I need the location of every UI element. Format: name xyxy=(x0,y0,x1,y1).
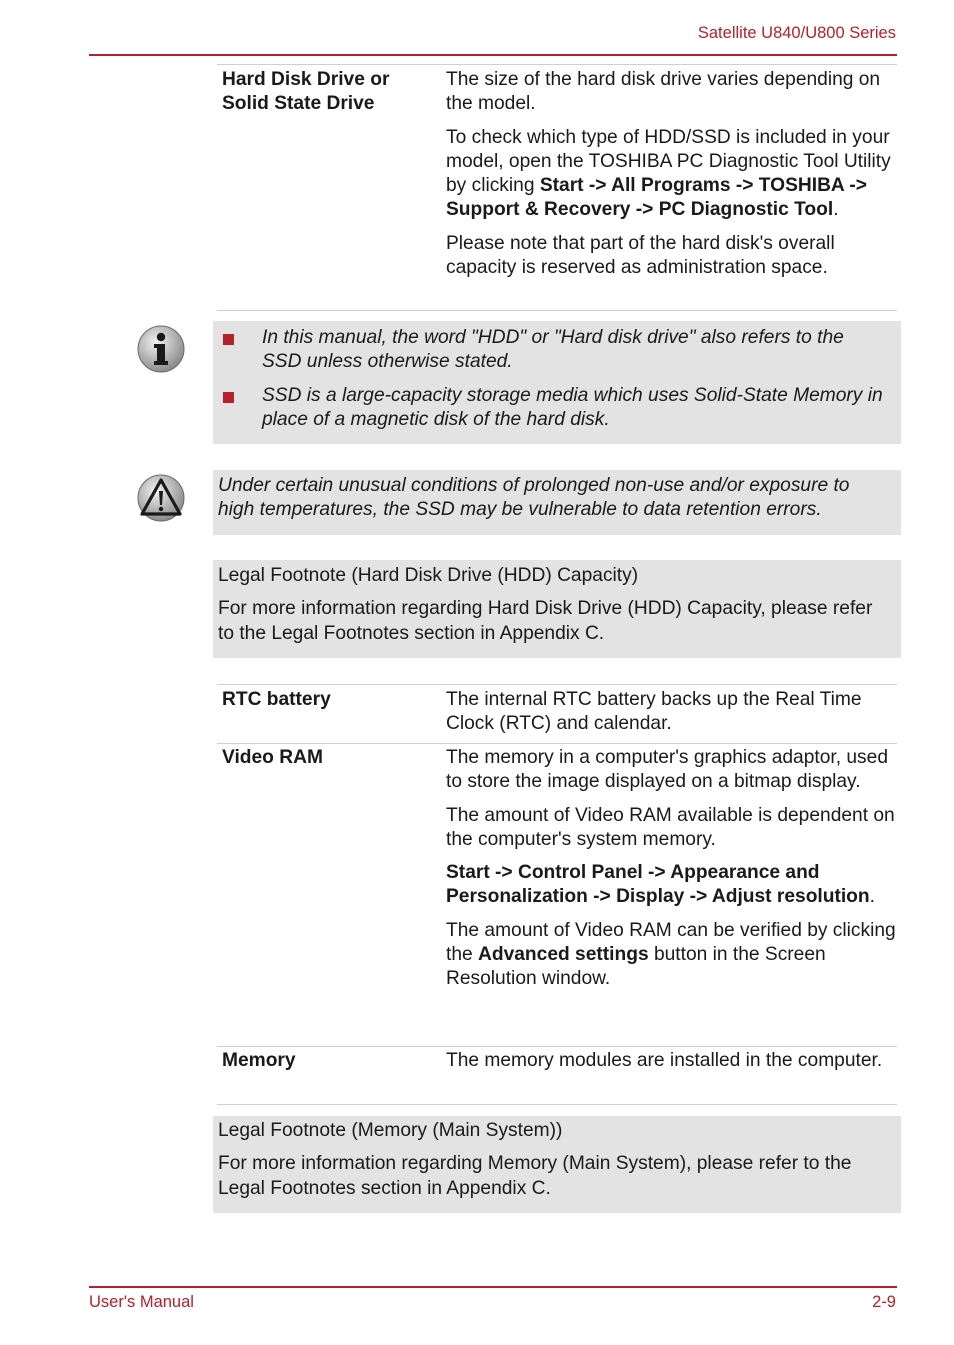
note-item xyxy=(218,326,887,375)
footer-rule xyxy=(89,1286,897,1288)
header-rule xyxy=(89,54,897,56)
definition-memory: The memory modules are installed in the computer. xyxy=(446,1050,883,1071)
page-number: 2-9 xyxy=(872,1293,896,1311)
term-hard-disk-drive: Hard Disk Drive or Solid State Drive xyxy=(222,69,390,115)
bullet-icon xyxy=(223,392,234,403)
table-top-rule xyxy=(217,684,897,685)
legal-footnote-hdd xyxy=(213,560,901,658)
table-row-rule xyxy=(217,743,897,744)
legal-footnote-memory xyxy=(213,1116,901,1213)
note-item-text: SSD is a large-capacity storage media which uses Solid-State Memory in place of a magnetic disk of the hard disk. xyxy=(262,384,883,430)
term-memory: Memory xyxy=(222,1050,296,1071)
vram-verify xyxy=(446,919,896,992)
vram-description: The memory in a computer's graphics adaptor, used to store the image displayed on a bitmap display. xyxy=(446,747,888,793)
table-top-rule xyxy=(217,64,897,65)
note-item xyxy=(218,384,887,433)
footer-manual-title: User's Manual xyxy=(89,1293,194,1311)
legal-footnote-title: Legal Footnote (Hard Disk Drive (HDD) Capacity) xyxy=(218,565,639,586)
info-note-box xyxy=(213,321,901,444)
running-header: Satellite U840/U800 Series xyxy=(697,24,896,42)
term-rtc-battery: RTC battery xyxy=(222,689,331,710)
warning-note-box xyxy=(213,470,901,535)
vram-availability: The amount of Video RAM available is dependent on the computer's system memory. xyxy=(446,804,895,850)
warning-icon xyxy=(137,474,185,522)
info-icon xyxy=(137,325,185,373)
legal-footnote-body: For more information regarding Hard Disk Drive (HDD) Capacity, please refer to the Legal Footnotes section in Appendix C. xyxy=(218,598,873,644)
legal-footnote-title: Legal Footnote (Memory (Main System)) xyxy=(218,1120,563,1141)
definition-rtc-battery: The internal RTC battery backs up the Real Time Clock (RTC) and calendar. xyxy=(446,689,862,735)
table-row-rule xyxy=(217,310,897,311)
term-video-ram: Video RAM xyxy=(222,747,323,768)
bullet-icon xyxy=(223,334,234,345)
hdd-capacity-text: Please note that part of the hard disk's overall capacity is reserved as administration space. xyxy=(446,232,835,279)
advanced-settings-label: Advanced settings xyxy=(478,944,649,966)
diagnostic-tool-path: Start -> All Programs -> TOSHIBA -> Support & Recovery -> PC Diagnostic Tool xyxy=(446,175,867,221)
hdd-check-text xyxy=(446,126,896,223)
note-item-text: In this manual, the word "HDD" or "Hard disk drive" also refers to the SSD unless otherwise stated. xyxy=(262,327,844,373)
warning-text: Under certain unusual conditions of prolonged non-use and/or exposure to high temperatures, the SSD may be vulnerable to data retention errors. xyxy=(218,475,850,521)
table-row-rule xyxy=(217,1046,897,1047)
hdd-size-text: The size of the hard disk drive varies depending on the model. xyxy=(446,69,881,115)
hdd-check-end: . xyxy=(833,199,839,221)
table-bottom-rule xyxy=(217,1104,897,1105)
vram-path-end: . xyxy=(869,886,875,908)
vram-verify-end: button in the Screen Resolution window. xyxy=(446,944,826,990)
vram-verify-intro: The amount of Video RAM can be verified by clicking the xyxy=(446,919,896,966)
display-settings-path: Start -> Control Panel -> Appearance and Personalization -> Display -> Adjust resolution xyxy=(446,862,870,908)
vram-path xyxy=(446,861,896,910)
hdd-check-intro: To check which type of HDD/SSD is included in your model, open the TOSHIBA PC Diagnostic Tool Utility by clicking xyxy=(446,126,891,197)
legal-footnote-body: For more information regarding Memory (Main System), please refer to the Legal Footnotes section in Appendix C. xyxy=(218,1153,852,1199)
definition-video-ram xyxy=(446,746,896,1001)
definition-hard-disk-drive xyxy=(446,68,896,289)
